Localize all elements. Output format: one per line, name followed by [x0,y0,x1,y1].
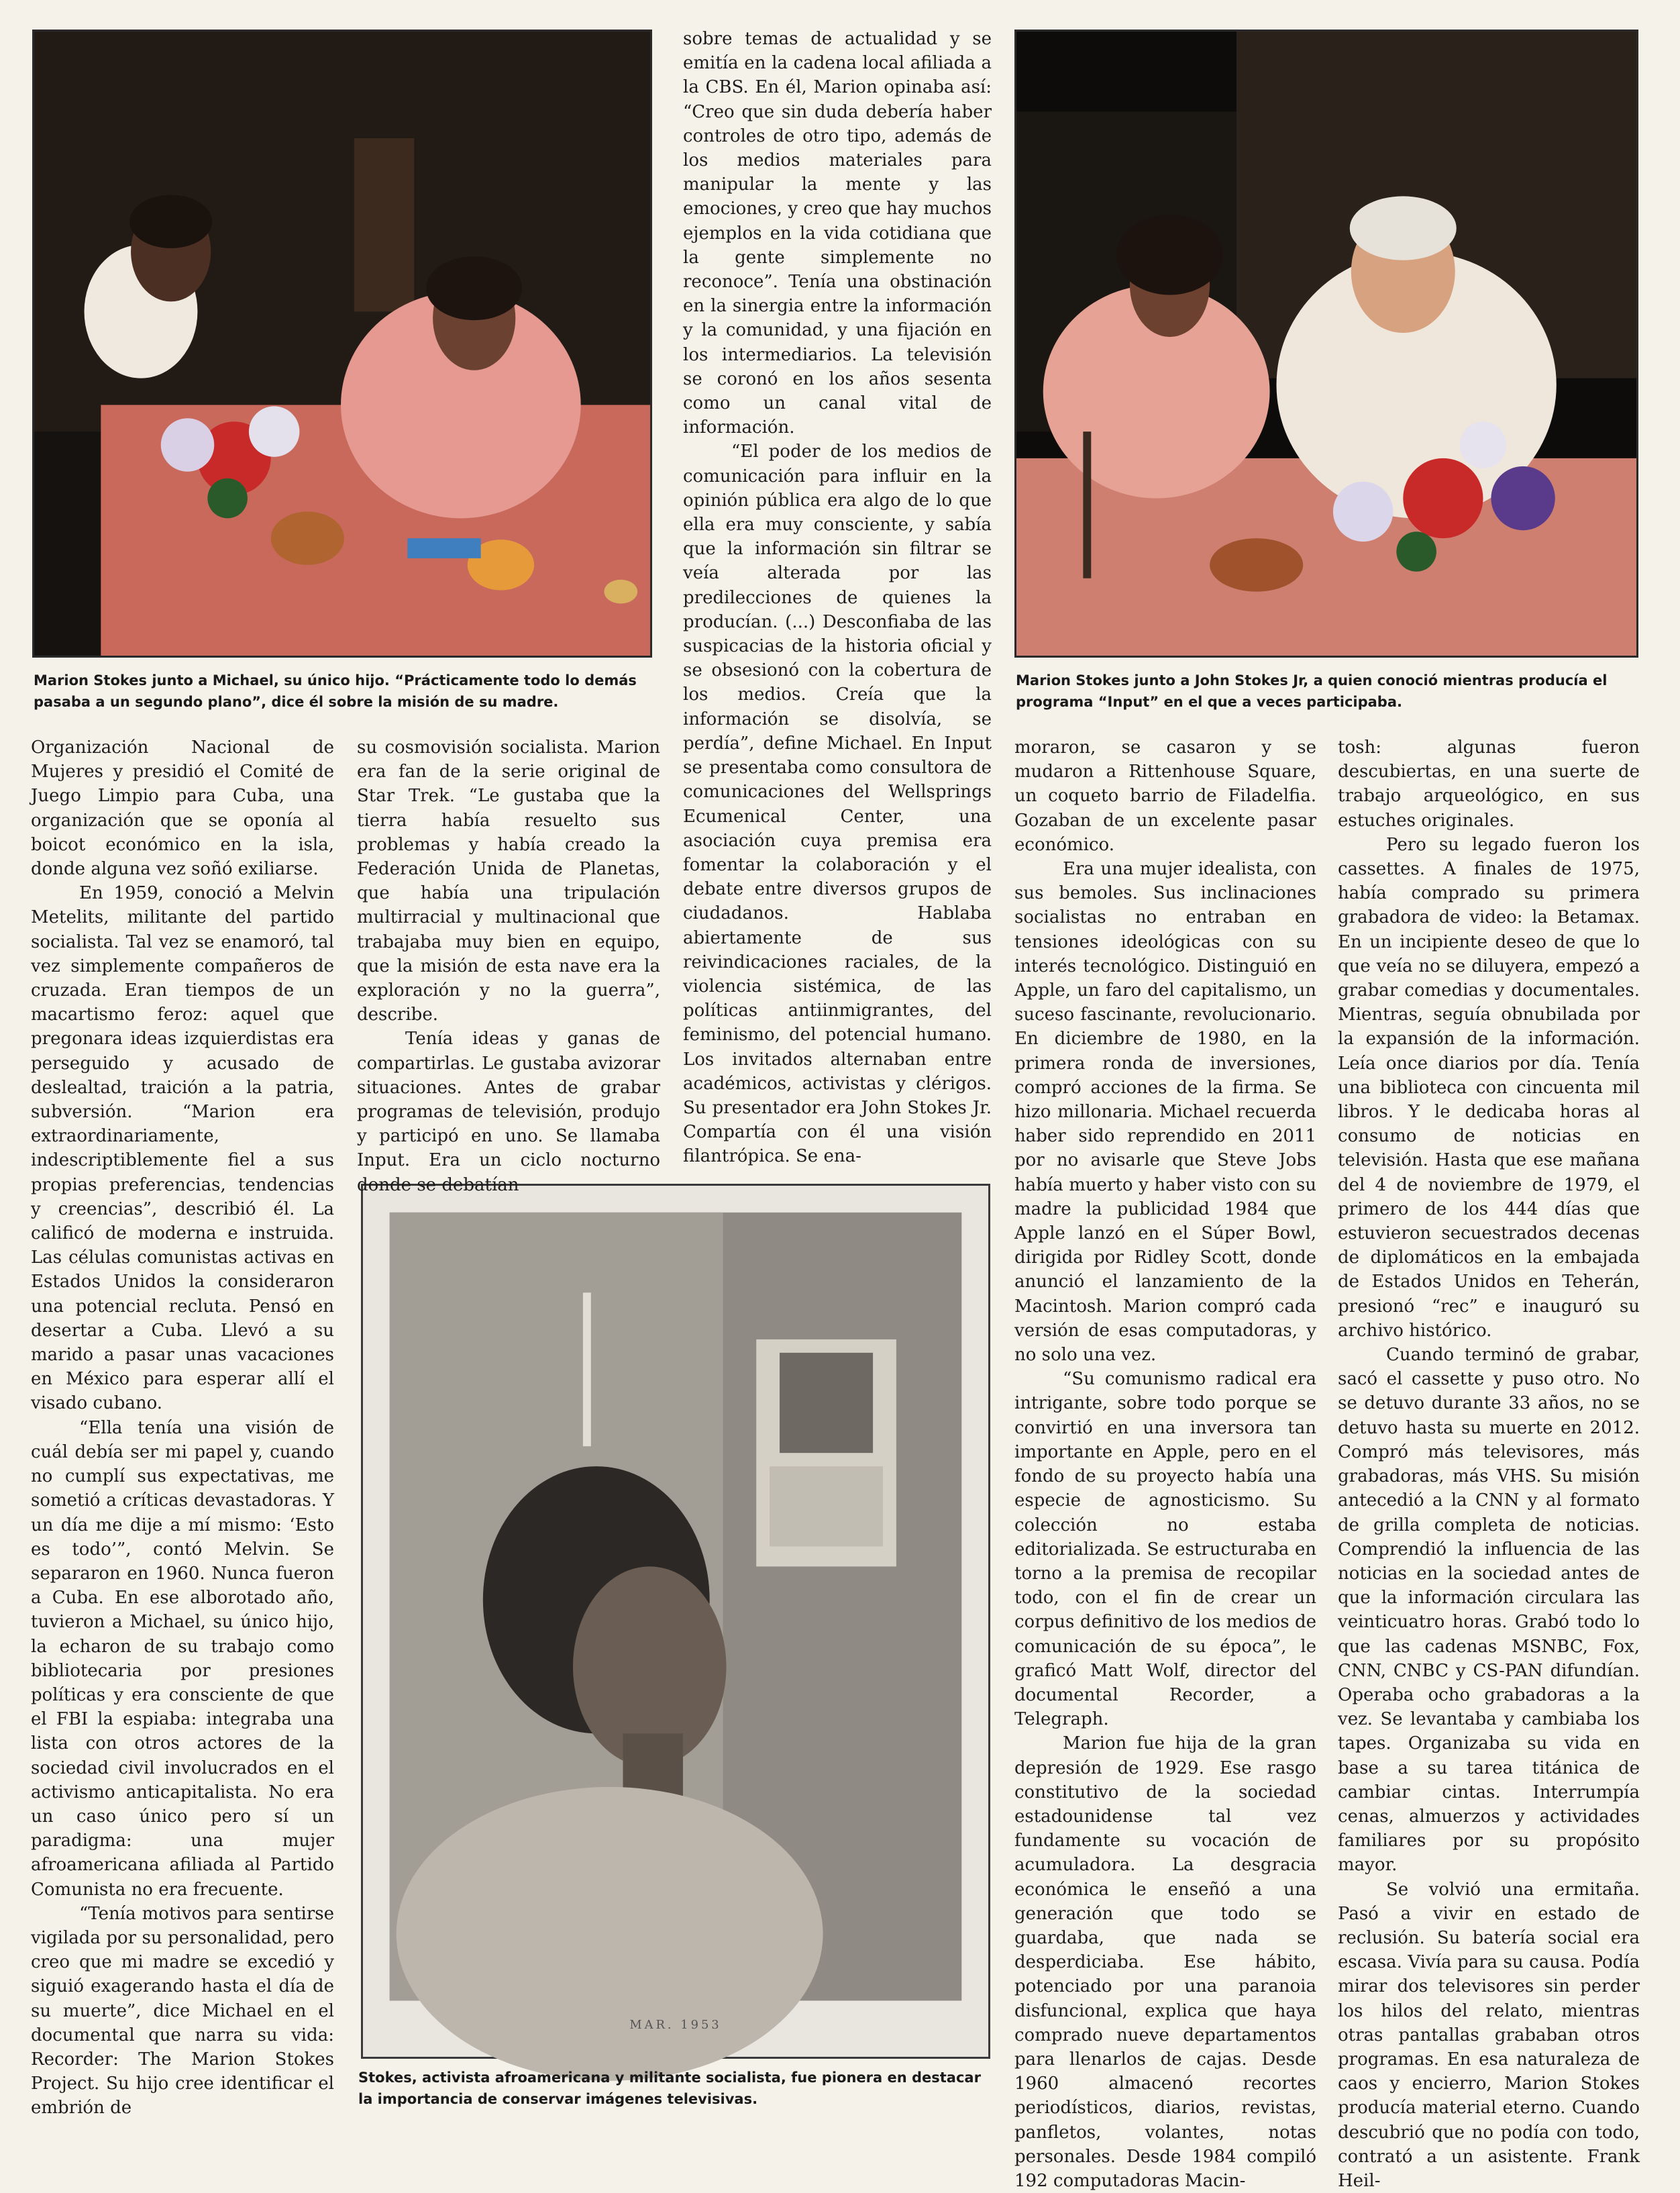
column-4 [1338,735,1640,2191]
column-3 [1014,735,1316,2191]
column-1 [31,735,334,2151]
paragraph: “Tenía motivos para sentirse vigilada por su personalidad, pero creo que mi madre se excedió y siguió exagerando hasta el día de su muerte”, dice Michael en el documental que narra su vida: Recorder: The Marion Stokes Project. Su hijo cree identificar el embrión de [31,1903,334,2119]
paragraph: Se volvió una ermitaña. Pasó a vivir en estado de reclusión. Su batería social era escasa. Vivía para su causa. Podía mirar dos televisores sin perder los hilos del relato, mientras otras pantallas grababan otros programas. En esa naturaleza de caos y encierro, Marion Stokes producía material eterno. Cuando descubrió que no podía con todo, contrató a un asistente. Frank Heil- [1338,1879,1640,2191]
paragraph: En 1959, conoció a Melvin Metelits, militante del partido socialista. Tal vez se enamoró, tal vez simplemente compañeros de cruzada. Eran tiempos de un macartismo feroz: aquel que pregonara ideas izquierdistas era perseguido y acusado de deslealtad, traición a la patria, subversión. “Marion era extraordinariamente, indescriptiblemente fiel a sus propias preferencias, tendencias y creencias”, describió él. La calificó de moderna e instruida. Las células comunistas activas en Estados Unidos la consideraron una potencial recluta. Pensó en desertar a Cuba. Llevó a su marido a pasar unas vacaciones en México para esperar allí el visado cubano. [31,883,334,1414]
paragraph: “Ella tenía una visión de cuál debía ser mi papel y, cuando no cumplí sus expectativas, me sometió a críticas devastadoras. Y un día me dije a mí mismo: ‘Esto es todo’”, contó Melvin. Se separaron en 1960. Nunca fueron a Cuba. En ese alborotado año, tuvieron a Michael, su único hijo, la echaron de su trabajo como bibliotecaria por presiones políticas y era consciente de que el FBI la espiaba: integraba una lista con otros actores de la sociedad civil involucrados en el activismo anticapitalista. No era un caso único pero sí un paradigma: una mujer afroamericana afiliada al Partido Comunista no era frecuente. [31,1417,334,1900]
column-top-middle [683,27,992,1167]
photo-portrait [361,1184,990,2059]
paragraph: Marion fue hija de la gran depresión de 1929. Ese rasgo constitutivo de la sociedad estadounidense tal vez fundamente su vocación de acumuladora. La desgracia económica le enseñó a una generación que todo se guardaba, que nada se desperdiciaba. Ese hábito, potenciado por una paranoia disfuncional, explica que haya comprado nueve departamentos para llenarlos de cajas. Desde 1960 almacenó recortes periodísticos, diarios, revistas, panfletos, volantes, notas personales. Desde 1984 compiló 192 computadoras Macin- [1014,1733,1316,2191]
caption-top-right: Marion Stokes junto a John Stokes Jr, a quien conoció mientras producía el programa “Input” en el que a veces participaba. [1016,672,1608,710]
paragraph: Organización Nacional de Mujeres y presidió el Comité de Juego Limpio para Cuba, una organización que se oponía al boicot económico en la isla, donde alguna vez soñó exiliarse. [31,737,334,880]
paragraph: Tenía ideas y ganas de compartirlas. Le gustaba avizorar situaciones. Antes de grabar programas de televisión, produjo y participó en uno. Se llamaba Input. Era un ciclo nocturno donde se debatían [357,1029,660,1195]
photo-marion-michael-image [34,32,650,656]
photo-marion-michael [32,30,652,658]
photo-marion-john-image [1016,32,1636,656]
paragraph: “Su comunismo radical era intrigante, sobre todo porque se convirtió en una inversora tan importante en Apple, pero en el fondo de su proyecto había una especie de agnosticismo. Su colección no estaba editorializada. Se estructuraba en torno a la premisa de recopilar todo, con el fin de crear un corpus definitivo de los medios de comunicación de su época”, le graficó Matt Wolf, director del documental Recorder, a Telegraph. [1014,1369,1316,1730]
paragraph: su cosmovisión socialista. Marion era fan de la serie original de Star Trek. “Le gustaba que la tierra había resuelto sus problemas y había creado la Federación Unida de Planetas, que había una tripulación multirracial y multinacional que trabajaba muy bien en equipo, que la misión de esta nave era la exploración y no la guerra”, describe. [357,737,660,1025]
paragraph: tosh: algunas fueron descubiertas, en una suerte de trabajo arqueológico, en sus estuches originales. [1338,737,1640,831]
paragraph: Cuando terminó de grabar, sacó el cassette y puso otro. No se detuvo durante 33 años, no se detuvo hasta su muerte en 2012. Compró más televisores, más grabadoras, más VHS. Su misión antecedió a la CNN y al formato de grilla completa de noticias. Comprendió la influencia de las noticias en la sociedad antes de que la información circulara las veinticuatro horas. Grabó todo lo que las cadenas MSNBC, Fox, CNN, CNBC y CS-PAN difundían. Operaba ocho grabadoras a la vez. Se levantaba y cambiaba los tapes. Organizaba su vida en base a su tarea titánica de cambiar cintas. Interrumpía cenas, almuerzos y actividades familiares por su propósito mayor. [1338,1345,1640,1876]
paragraph: Era una mujer idealista, con sus bemoles. Sus inclinaciones socialistas no entraban en tensiones ideológicas con su interés tecnológico. Distinguió en Apple, un faro del capitalismo, un suceso fascinante, revolucionario. En diciembre de 1980, en la primera ronda de inversiones, compró acciones de la firma. Se hizo millonaria. Michael recuerda haber sido reprendido en 2011 por no avisarle que Steve Jobs había muerto y haber visto con su madre la publicidad 1984 que Apple lanzó en el Súper Bowl, dirigida por Ridley Scott, donde anunció el lanzamiento de la Macintosh. Marion compró cada versión de esas computadoras, y no solo una vez. [1014,859,1316,1366]
caption-portrait: Stokes, activista afroamericana y militante socialista, fue pionera en destacar la importancia de conservar imágenes televisivas. [358,2070,981,2107]
paragraph: Pero su legado fueron los cassettes. A finales de 1975, había comprado su primera grabadora de video: la Betamax. En un incipiente deseo de que lo que veía no se diluyera, empezó a grabar comedias y documentales. Mientras, seguía obnubilada por la expansión de la información. Leía once diarios por día. Tenía una biblioteca con cincuenta mil libros. Y le dedicaba horas al consumo de noticias en televisión. Hasta que ese mañana del 4 de noviembre de 1979, el primero de los 444 días que estuvieron secuestrados decenas de diplomáticos en la embajada de Estados Unidos en Teherán, presionó “rec” e inauguró su archivo histórico. [1338,834,1640,1341]
photo-date-stamp: MAR. 1953 [629,2018,722,2033]
paragraph: “El poder de los medios de comunicación para influir en la opinión pública era algo de lo que ella era muy consciente, y sabía que la información sin filtrar se veía alterada por las predilecciones de quienes la producían. (...) Desconfiaba de las suspicacias de la historia oficial y se obsesionó con la cobertura de los medios. Creía que la información se disolvía, se perdía”, define Michael. En Input se presentaba como consultora de comunicaciones del Wellsprings Ecumenical Center, una asociación cuya premisa era fomentar la colaboración y el debate entre diversos grupos de ciudadanos. Hablaba abiertamente de sus reivindicaciones raciales, de la violencia sistémica, de las políticas antiinmigrantes, del feminismo, del potencial humano. Los invitados alternaban entre académicos, activistas y clérigos. Su presentador era John Stokes Jr. Compartía con él una visión filantrópica. Se ena- [683,442,992,1167]
photo-marion-john [1014,30,1638,658]
paragraph: moraron, se casaron y se mudaron a Rittenhouse Square, un coqueto barrio de Filadelfia. Gozaban de un excelente pasar económico. [1014,737,1316,855]
column-2 [357,735,660,1195]
caption-top-left: Marion Stokes junto a Michael, su único hijo. “Prácticamente todo lo demás pasaba a un segundo plano”, dice él sobre la misión de su madre. [34,672,637,710]
photo-portrait-image [363,1186,988,2057]
paragraph: sobre temas de actualidad y se emitía en la cadena local afiliada a la CBS. En él, Marion opinaba así: “Creo que sin duda debería haber controles de otro tipo, además de los medios materiales para manipular la mente y las emociones, y creo que hay muchos ejemplos en la vida cotidiana que la gente simplemente no reconoce”. Tenía una obstinación en la sinergia entre la información y la comunidad, y una fijación en los intermediarios. La televisión se coronó en los años sesenta como un canal vital de información. [683,29,992,438]
